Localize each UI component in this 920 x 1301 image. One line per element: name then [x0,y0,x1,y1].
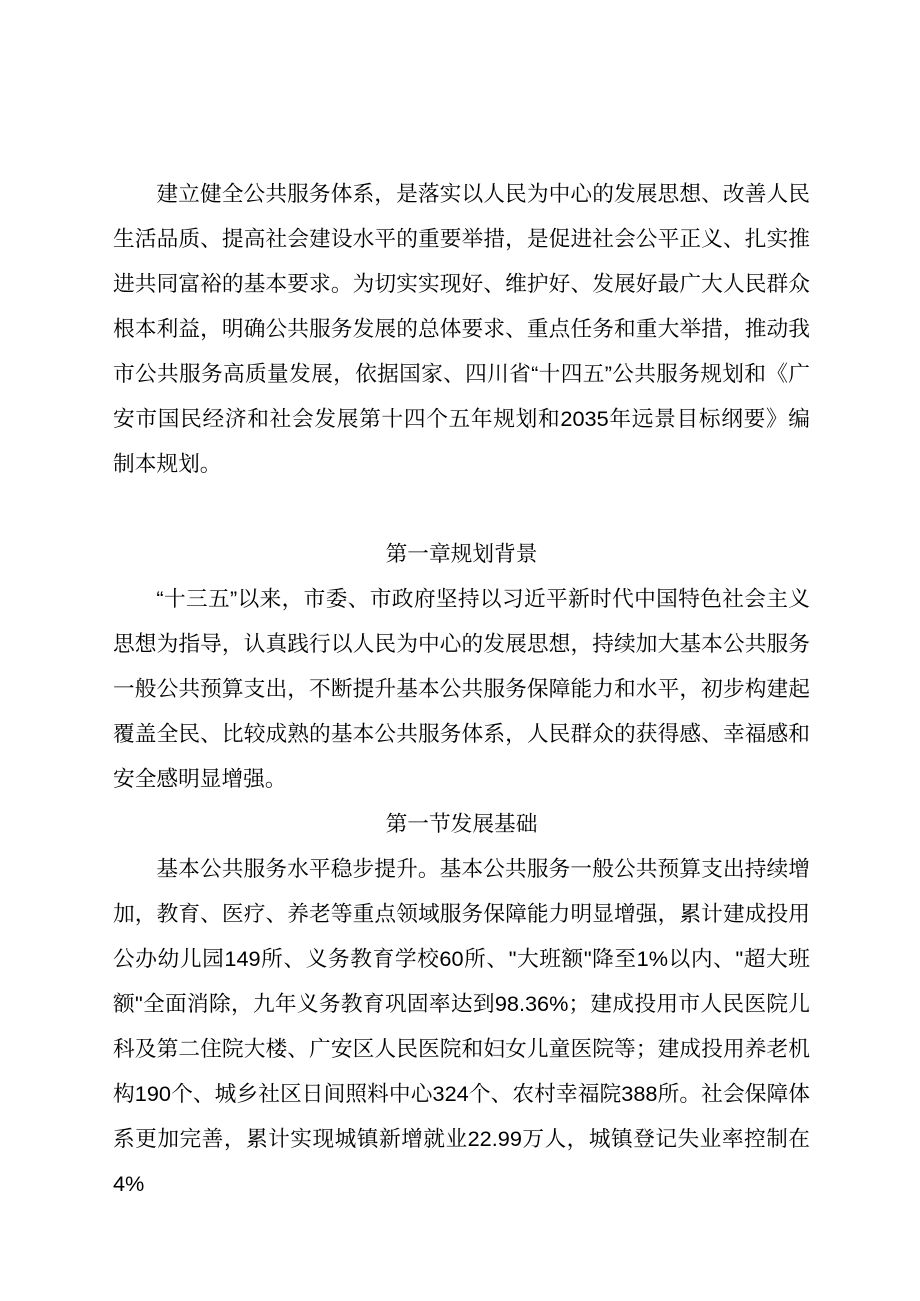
section-1-paragraph: 基本公共服务水平稳步提升。基本公共服务一般公共预算支出持续增加，教育、医疗、养老等重点领域服务保障能力明显增强，累计建成投用公办幼儿园149所、义务教育学校60所、"大班额"降至1%以内、"超大班额"全面消除，九年义务教育巩固率达到98.36%；建成投用市人民医院儿科及第二住院大楼、广安区人民医院和妇女儿童医院等；建成投用养老机构190个、城乡社区日间照料中心324个、农村幸福院388所。社会保障体系更加完善，累计实现城镇新增就业22.99万人，城镇登记失业率控制在4% [113,856,810,1196]
document-text-block [113,171,810,1206]
intro-paragraph: 建立健全公共服务体系，是落实以人民为中心的发展思想、改善人民生活品质、提高社会建设水平的重要举措，是促进社会公平正义、扎实推进共同富裕的基本要求。为切实实现好、维护好、发展好最广大人民群众根本利益，明确公共服务发展的总体要求、重点任务和重大举措，推动我市公共服务高质量发展，依据国家、四川省“十四五”公共服务规划和《广安市国民经济和社会发展第十四个五年规划和2035年远景目标纲要》编制本规划。 [113,181,810,476]
blank-line [113,486,810,531]
chapter-1-heading: 第一章规划背景 [385,541,538,566]
chapter-1-paragraph: “十三五”以来，市委、市政府坚持以习近平新时代中国特色社会主义思想为指导，认真践行以人民为中心的发展思想，持续加大基本公共服务一般公共预算支出，不断提升基本公共服务保障能力和水平，初步构建起覆盖全民、比较成熟的基本公共服务体系，人民群众的获得感、幸福感和安全感明显增强。 [113,586,810,791]
section-1-heading: 第一节发展基础 [385,811,538,836]
